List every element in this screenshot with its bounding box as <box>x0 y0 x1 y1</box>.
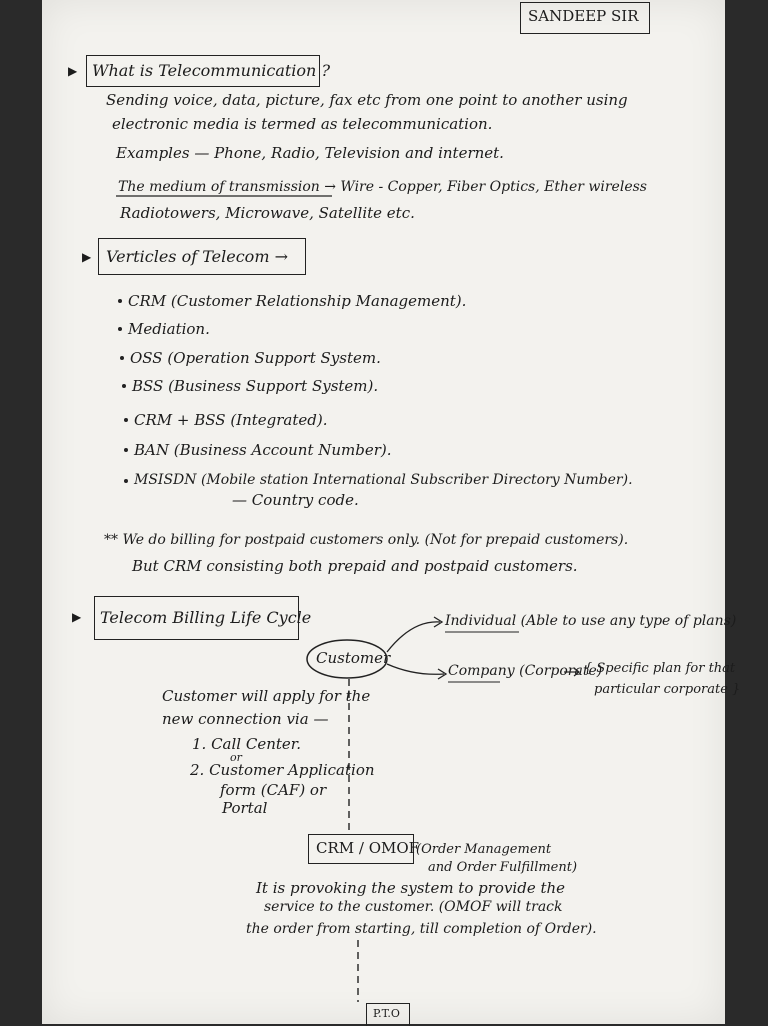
crm-description: the order from starting, till completion of Order). <box>246 921 597 937</box>
crm-description: service to the customer. (OMOF will track <box>264 899 563 915</box>
apply-text: Customer will apply for the <box>162 687 371 705</box>
author-name: SANDEEP SIR <box>528 7 639 25</box>
crm-description: It is provoking the system to provide the <box>256 879 566 897</box>
apply-text: new connection via — <box>162 710 329 728</box>
bullet-triangle-icon: ▶ <box>68 64 78 78</box>
section1-line: Sending voice, data, picture, fax etc from one point to another using <box>106 91 628 109</box>
option-caf: 2. Customer Application <box>190 761 375 779</box>
section1-title: What is Telecommunication ? <box>92 61 331 80</box>
customer-label: Customer <box>316 649 391 667</box>
option-caf: form (CAF) or <box>220 781 327 799</box>
vertical-item-ban: BAN (Business Account Number). <box>134 441 392 459</box>
pto-label: P.T.O <box>373 1007 400 1020</box>
individual-branch: Individual (Able to use any type of plans) <box>445 613 737 629</box>
company-note: { Specific plan for that <box>584 661 736 676</box>
flow-diagram-lines <box>42 0 725 1024</box>
vertical-item-crm-bss: CRM + BSS (Integrated). <box>134 411 328 429</box>
bullet-triangle-icon: ▶ <box>82 250 92 264</box>
company-note: particular corporate } <box>594 682 741 697</box>
vertical-item-mediation: Mediation. <box>128 320 210 338</box>
option-call-center: 1. Call Center. <box>192 735 302 753</box>
vertical-item-crm: CRM (Customer Relationship Management). <box>128 292 467 310</box>
vertical-item-oss: OSS (Operation Support System. <box>130 349 381 367</box>
section1-line: Radiotowers, Microwave, Satellite etc. <box>120 204 415 222</box>
option-or: or <box>230 751 242 764</box>
section3-title: Telecom Billing Life Cycle <box>100 608 312 627</box>
vertical-item-msisdn: MSISDN (Mobile station International Subscriber Directory Number). <box>134 472 633 488</box>
bullet-triangle-icon: ▶ <box>72 610 82 624</box>
msisdn-subnote: — Country code. <box>232 491 359 509</box>
omof-fullform: and Order Fulfillment) <box>428 860 578 875</box>
billing-note: But CRM consisting both prepaid and postpaid customers. <box>132 557 578 575</box>
omof-fullform: (Order Management <box>416 842 552 857</box>
crm-omof-label: CRM / OMOF <box>316 839 420 857</box>
section1-line: The medium of transmission → Wire - Copper, Fiber Optics, Ether wireless <box>118 179 647 195</box>
section1-line: electronic media is termed as telecommunication. <box>112 115 493 133</box>
vertical-item-bss: BSS (Business Support System). <box>132 377 379 395</box>
notebook-page <box>42 0 741 1024</box>
section2-title: Verticles of Telecom → <box>106 247 288 266</box>
billing-note: ** We do billing for postpaid customers only. (Not for prepaid customers). <box>104 532 629 548</box>
company-branch: Company (Corporate) <box>448 663 603 679</box>
option-portal: Portal <box>222 799 268 817</box>
section1-line: Examples — Phone, Radio, Television and internet. <box>116 144 504 162</box>
